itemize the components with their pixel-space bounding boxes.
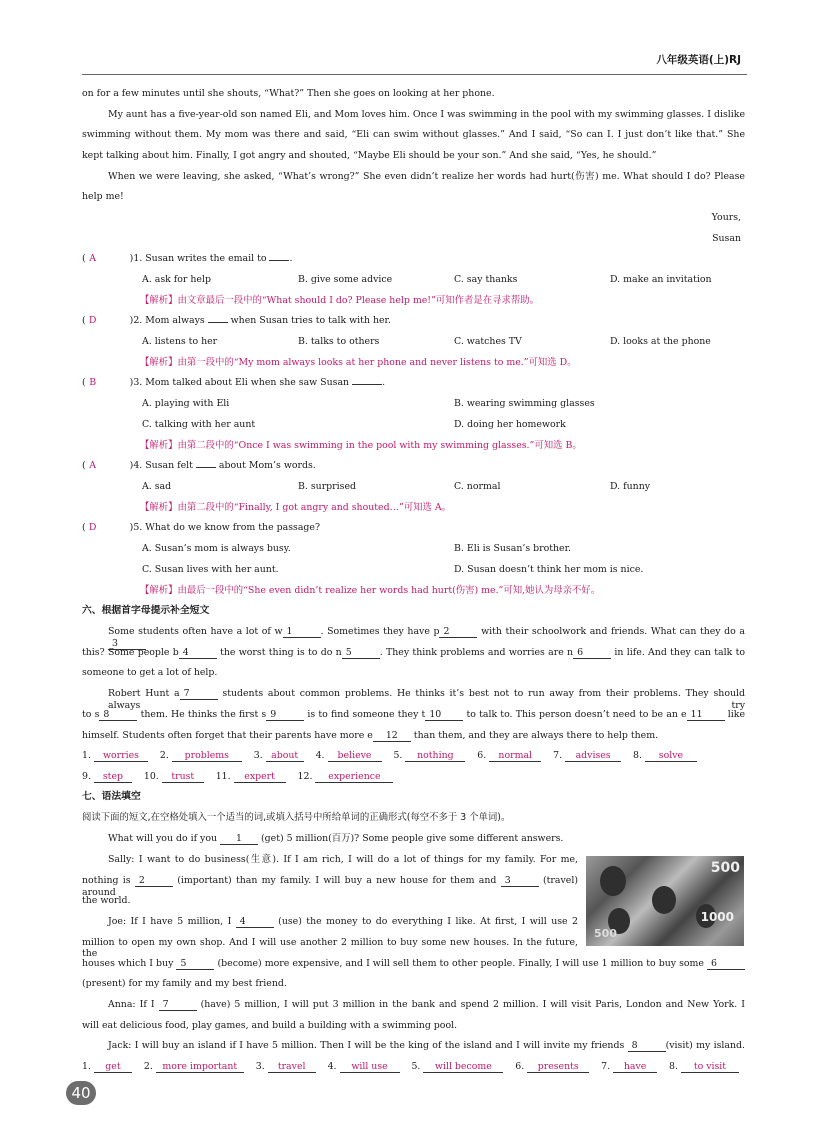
option-c: C. talking with her aunt (142, 419, 256, 430)
answer-5: nothing (405, 751, 465, 762)
answer-7: advises (565, 751, 621, 762)
answer-letter: D (88, 522, 97, 533)
passage-line: on for a few minutes until she shouts, “What?” Then she goes on looking at her phone. (82, 88, 495, 99)
answer-letter: B (89, 377, 97, 388)
option-b: B. give some advice (298, 274, 393, 285)
section-7-title: 七、语法填空 (82, 791, 141, 802)
grammar-line: the world. (82, 895, 131, 906)
option-d: D. funny (610, 481, 651, 492)
answer-2: more important (156, 1062, 244, 1073)
answer-letter: A (89, 253, 97, 264)
answer-1: worries (94, 751, 148, 762)
answer-7: have (613, 1062, 657, 1073)
option-c: C. say thanks (454, 274, 518, 285)
explanation: 【解析】由第二段中的“Finally, I got angry and shouted…”可知选 A。 (140, 502, 452, 513)
option-c: C. watches TV (454, 336, 522, 347)
banknotes-photo: 500 1000 500 (586, 856, 744, 946)
answer-key-row: 9. step 10. trust 11. expert 12. experience (82, 771, 393, 783)
answer-key-row: 1. worries 2. problems 3. about 4. believe 5. nothing 6. normal 7. advises 8. solve (82, 750, 697, 762)
option-b: B. Eli is Susan’s brother. (454, 543, 572, 554)
explanation: 【解析】由第二段中的“Once I was swimming in the pool with my swimming glasses.”可知选 B。 (140, 440, 582, 451)
question-5: ( D )5. What do we know from the passage? (82, 522, 320, 533)
book-header: 八年级英语(上)RJ (656, 54, 741, 66)
cloze-line: Robert Hunt a 7 students about common problems. He thinks it’s best not to run away from their problems. They should always try (108, 688, 746, 711)
grammar-line: nothing is 2 (important) than my family. I will buy a new house for them and 3 (travel) around (82, 875, 578, 898)
answer-11: expert (234, 772, 286, 783)
letter-closing: Yours, (711, 212, 741, 223)
grammar-line: Sally: I want to do business(生意). If I am rich, I will do a lot of things for my family. For me, (108, 854, 578, 865)
option-d: D. doing her homework (454, 419, 566, 430)
passage-line: swimming without them. My mom was there and said, “Eli can swim without glasses.” And I said, “So can I. I just don’t like that.” She (82, 129, 745, 140)
header-divider (82, 74, 747, 75)
section-6-title: 六、根据首字母提示补全短文 (82, 605, 210, 616)
question-4: ( A )4. Susan felt about Mom’s words. (82, 460, 316, 471)
answer-3: about (266, 751, 304, 762)
answer-4: believe (328, 751, 382, 762)
passage-line: My aunt has a five-year-old son named Eli, and Mom loves him. Once I was swimming in the pool with my swimming glasses. I dislike (108, 109, 745, 120)
answer-10: trust (162, 772, 204, 783)
grammar-line: million to open my own shop. And I will use another 2 million to buy some new houses. In the future, the (82, 937, 578, 960)
grammar-line: houses which I buy 5 (become) more expensive, and I will sell them to other people. Finally, I will use 1 million to buy some 6 (82, 958, 745, 970)
answer-12: experience (315, 772, 393, 783)
answer-5: will become (423, 1062, 503, 1073)
passage-line: help me! (82, 191, 124, 202)
answer-letter: A (89, 460, 97, 471)
answer-key-row: 1. get 2. more important 3. travel 4. will use 5. will become 6. presents 7. have 8. to visit (82, 1061, 739, 1073)
explanation: 【解析】由第一段中的“My mom always looks at her phone and never listens to me.”可知选 D。 (140, 357, 577, 368)
option-a: A. Susan’s mom is always busy. (142, 543, 291, 554)
grammar-line: will eat delicious food, play games, and build a building with a swimming pool. (82, 1020, 458, 1031)
option-c: C. normal (454, 481, 501, 492)
grammar-line: Anna: If I 7 (have) 5 million, I will put 3 million in the bank and spend 2 million. I will visit Paris, London and New York. I (108, 999, 745, 1010)
page-number: 40 (66, 1081, 96, 1105)
grammar-line: Joe: If I have 5 million, I 4 (use) the money to do everything I like. At first, I will use 2 (108, 916, 578, 927)
answer-8: to visit (681, 1062, 739, 1073)
passage-line: When we were leaving, she asked, “What’s wrong?” She even didn’t realize her words had hurt(伤害) me. What should I do? Please (108, 171, 745, 182)
question-1: ( A )1. Susan writes the email to . (82, 253, 293, 264)
answer-2: problems (172, 751, 242, 762)
passage-line: kept talking about him. Finally, I got angry and shouted, “Maybe Eli should be your son.” And she said, “Yes, he should.” (82, 150, 657, 161)
cloze-line: to s 8 them. He thinks the first s 9 is to find someone they t 10 to talk to. This person doesn’t need to be an e 11 like (82, 709, 746, 720)
option-b: B. talks to others (298, 336, 380, 347)
option-b: B. surprised (298, 481, 357, 492)
cloze-line: someone to get a lot of help. (82, 667, 218, 678)
option-d: D. make an invitation (610, 274, 712, 285)
answer-4: will use (340, 1062, 400, 1073)
letter-signature: Susan (712, 233, 741, 244)
cloze-line: Some students often have a lot of w 1 . Sometimes they have p 2 with their schoolwork and friends. What can they do a3 (108, 626, 746, 649)
option-a: A. ask for help (142, 274, 211, 285)
option-d: D. looks at the phone (610, 336, 711, 347)
option-a: A. sad (142, 481, 172, 492)
question-3: ( B )3. Mom talked about Eli when she saw Susan . (82, 377, 386, 388)
explanation: 【解析】由最后一段中的“She even didn’t realize her words had hurt(伤害) me.”可知,她认为母亲不好。 (140, 585, 601, 596)
answer-letter: D (88, 315, 97, 326)
option-c: C. Susan lives with her aunt. (142, 564, 279, 575)
answer-1: get (94, 1062, 132, 1073)
option-d: D. Susan doesn’t think her mom is nice. (454, 564, 644, 575)
section-7-instruction: 阅读下面的短文,在空格处填入一个适当的词,或填入括号中所给单词的正确形式(每空不多于 3 个单词)。 (82, 812, 511, 823)
answer-3: travel (268, 1062, 316, 1073)
cloze-line: this? Some people b 4 the worst thing is to do n 5 . They think problems and worries are n 6 in life. And they can talk to (82, 647, 746, 658)
answer-6: presents (527, 1062, 589, 1073)
grammar-line: What will you do if you 1 (get) 5 million(百万)? Some people give some different answers. (108, 833, 564, 844)
option-a: A. playing with Eli (142, 398, 230, 409)
option-a: A. listens to her (142, 336, 218, 347)
answer-9: step (94, 772, 132, 783)
answer-6: normal (489, 751, 541, 762)
option-b: B. wearing swimming glasses (454, 398, 595, 409)
cloze-line: himself. Students often forget that their parents have more e 12 than them, and they are always there to help them. (82, 730, 659, 741)
explanation: 【解析】由文章最后一段中的“What should I do? Please help me!”可知作者是在寻求帮助。 (140, 295, 539, 306)
grammar-line: (present) for my family and my best friend. (82, 978, 287, 989)
grammar-line: Jack: I will buy an island if I have 5 million. Then I will be the king of the island and I will invite my friends 8 (visit) my island. (108, 1040, 746, 1051)
question-2: ( D )2. Mom always when Susan tries to talk with her. (82, 315, 391, 326)
answer-8: solve (645, 751, 697, 762)
